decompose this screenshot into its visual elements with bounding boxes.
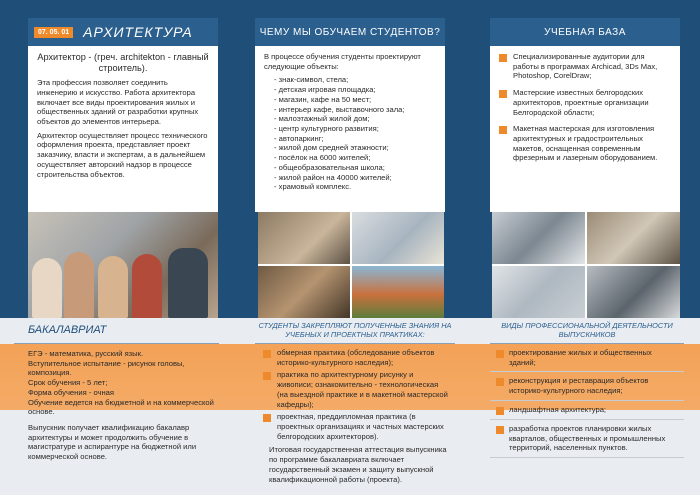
list-item: [499, 52, 671, 81]
list-item-text: разработка проектов планировки жилых кварталов, общественных и промышленных территорий, населенных пунктов.: [509, 423, 666, 453]
career-section: [490, 318, 684, 458]
orange-square-icon: [496, 378, 504, 386]
list-item-text: обмерная практика (обследование объектов историко-культурного наследия);: [277, 348, 435, 367]
practice-photo: [352, 266, 444, 318]
student-figure: [32, 258, 62, 318]
practice-photo-collage: [258, 212, 444, 318]
project-objects-list: [264, 75, 436, 192]
students-group-photo: [28, 212, 218, 318]
study-base-panel: [490, 18, 680, 212]
architecture-panel: [28, 18, 218, 212]
profession-description: Эта профессия позволяет соединить инженерию и искусство. Работа архитектора включает все виды проектирования жилых и общественных зданий от разработки крупных объектов до элементов интерьера.: [37, 78, 199, 126]
classroom-photo: [492, 212, 585, 264]
career-title: ВИДЫ ПРОФЕССИОНАЛЬНОЙ ДЕЯТЕЛЬНОСТИ ВЫПУСКНИКОВ: [490, 318, 684, 344]
study-base-header: УЧЕБНАЯ БАЗА: [490, 18, 680, 46]
bachelor-title: БАКАЛАВРИАТ: [14, 318, 219, 344]
list-item: - посёлок на 6000 жителей;: [274, 153, 436, 163]
list-item-text: Макетная мастерская для изготовления архитектурных и градостроительных макетов, оснащенная современным фрезерным и лазерным оборудованием.: [513, 124, 658, 163]
list-item: - магазин, кафе на 50 мест;: [274, 95, 436, 105]
orange-square-icon: [496, 426, 504, 434]
admission-line: Вступительное испытание - рисунок головы, композиция.: [28, 358, 185, 378]
orange-square-icon: [263, 414, 271, 422]
graduate-qualification: Выпускник получает квалификацию бакалавр архитектуры и может продолжить обучение в магистратуре и аспирантуре на бюджетной или коммерческой основе.: [28, 423, 197, 462]
admission-line: ЕГЭ - математика, русский язык.: [28, 349, 144, 358]
list-item: - знак-символ, стела;: [274, 75, 436, 85]
orange-square-icon: [496, 350, 504, 358]
list-item: - общеобразовательная школа;: [274, 163, 436, 173]
list-item-text: Мастерские известных белгородских архитекторов, проектные организации Белгородской области;: [513, 88, 649, 117]
list-item: - малоэтажный жилой дом;: [274, 114, 436, 124]
list-item: [263, 348, 449, 367]
list-item: - жилой район на 40000 жителей;: [274, 173, 436, 183]
practice-title: СТУДЕНТЫ ЗАКРЕПЛЯЮТ ПОЛУЧЕННЫЕ ЗНАНИЯ НА УЧЕБНЫХ И ПРОЕКТНЫХ ПРАКТИКАХ:: [255, 318, 455, 344]
student-figure: [64, 252, 94, 318]
bachelor-section: [14, 318, 219, 462]
list-item-text: проектирование жилых и общественных зданий;: [509, 348, 652, 367]
list-item-text: реконструкция и реставрация объектов историко-культурного наследия;: [509, 376, 649, 396]
what-we-teach-header: ЧЕМУ МЫ ОБУЧАЕМ СТУДЕНТОВ?: [255, 18, 445, 46]
classroom-photo-collage: [492, 212, 680, 318]
final-attestation: Итоговая государственная аттестация выпускника по программе бакалавриата включает государственный экзамен и защиту выпускной квалификационной работы (проекта).: [269, 445, 447, 484]
list-item-text: практика по архитектурному рисунку и живописи; ознакомительно - технологическая (на выездной практике и в макетной мастерской кафедры);: [277, 370, 448, 409]
orange-square-icon: [499, 54, 507, 62]
list-item: - интерьер кафе, выставочного зала;: [274, 105, 436, 115]
list-item: - детская игровая площадка;: [274, 85, 436, 95]
list-item-text: проектная, преддипломная практика (в проектных организациях и частных мастерских белгородских архитекторов).: [277, 412, 444, 441]
classroom-photo: [492, 266, 585, 318]
admission-line: Срок обучения - 5 лет;: [28, 378, 108, 388]
list-item: [490, 344, 684, 372]
what-we-teach-panel: [255, 18, 445, 212]
classroom-photo: [587, 212, 680, 264]
program-code-badge: 07. 05. 01: [34, 27, 73, 38]
orange-square-icon: [496, 407, 504, 415]
list-item: [490, 372, 684, 400]
admission-line: Обучение ведется на бюджетной и на коммерческой основе.: [28, 397, 214, 417]
teach-intro: В процессе обучения студенты проектируют следующие объекты:: [264, 52, 421, 71]
student-figure: [132, 254, 162, 318]
orange-square-icon: [263, 350, 271, 358]
classroom-photo: [587, 266, 680, 318]
orange-square-icon: [263, 372, 271, 380]
architect-duties: Архитектор осуществляет процесс технического оформления проекта, представляет проект заказчику, власти и экспертам, а в дальнейшем осуществляет авторский надзор в процессе строительства объектов.: [37, 130, 208, 179]
list-item: [499, 88, 671, 117]
orange-square-icon: [499, 90, 507, 98]
admission-line: Форма обучения - очная: [28, 387, 114, 397]
orange-square-icon: [499, 126, 507, 134]
list-item: [263, 412, 449, 441]
practice-photo: [258, 212, 350, 264]
list-item: [490, 420, 684, 458]
list-item: - автопаркинг;: [274, 134, 436, 144]
list-item-text: ландшафтная архитектура;: [509, 404, 607, 414]
list-item: [490, 401, 684, 420]
list-item: - жилой дом средней этажности;: [274, 143, 436, 153]
list-item: [499, 124, 671, 163]
practice-photo: [352, 212, 444, 264]
practice-photo: [258, 266, 350, 318]
practice-section: [255, 318, 455, 484]
student-figure: [168, 248, 208, 318]
student-figure: [98, 256, 128, 318]
architecture-header: [28, 18, 218, 46]
list-item: - храмовый комплекс.: [274, 182, 436, 192]
architecture-title: АРХИТЕКТУРА: [83, 24, 193, 40]
list-item: [263, 370, 449, 409]
list-item-text: Специализированные аудитории для работы в программах Archicad, 3Ds Max, Photoshop, CorelDraw;: [513, 52, 658, 81]
list-item: - центр культурного развития;: [274, 124, 436, 134]
architect-definition: Архитектор - (греч. architekton - главный строитель).: [37, 52, 209, 74]
